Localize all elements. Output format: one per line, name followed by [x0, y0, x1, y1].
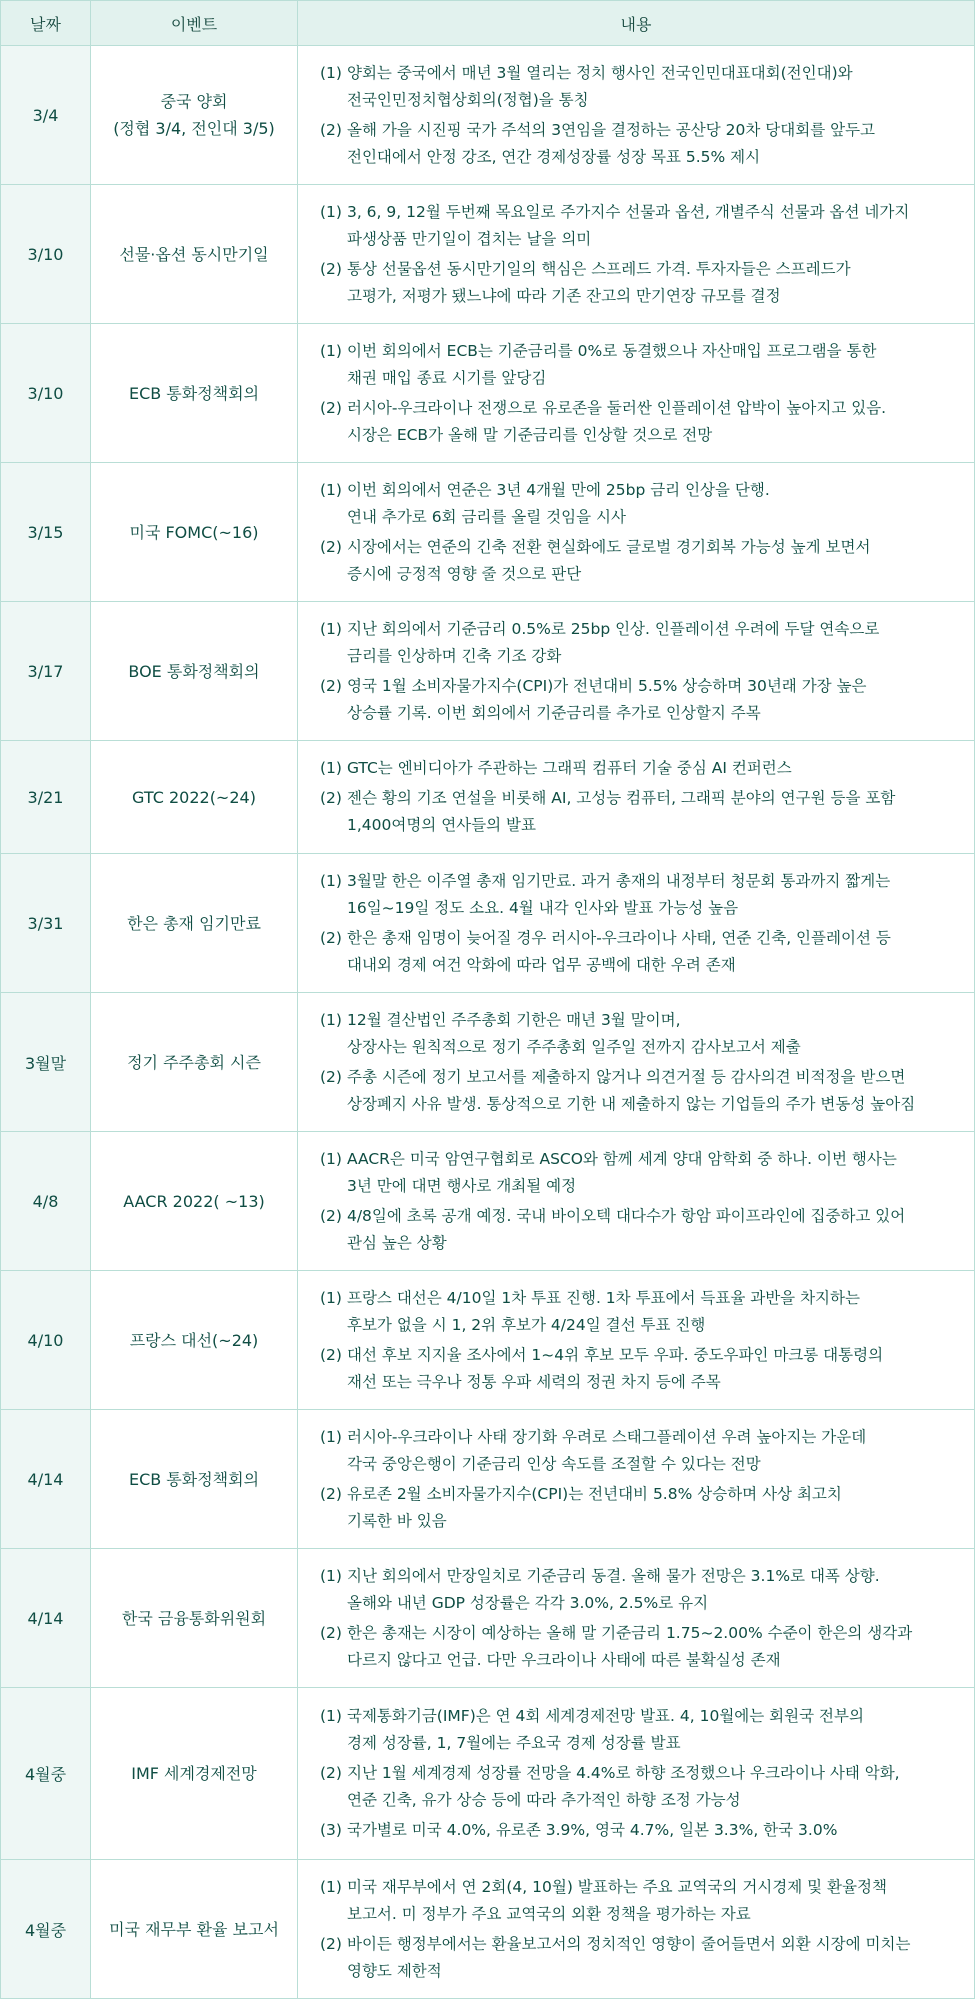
item-number: (1)	[320, 1288, 342, 1307]
item-text: 시장에서는 연준의 긴축 전환 현실화에도 글로벌 경기회복 가능성 높게 보면서 증시에 긍정적 영향 줄 것으로 판단	[346, 537, 871, 583]
item-number: (2)	[320, 1764, 342, 1782]
item-number: (1)	[320, 871, 342, 890]
row-content	[298, 1410, 975, 1549]
row-event: 미국 재무부 환율 보고서	[91, 1860, 298, 1999]
item-text: 러시아-우크라이나 전쟁으로 유로존을 둘러싼 인플레이션 압박이 높아지고 있음. 시장은 ECB가 올해 말 기준금리를 인상할 것으로 전망	[346, 398, 887, 444]
table-row	[1, 854, 975, 993]
item-number: (1)	[320, 619, 342, 638]
item-number: (2)	[320, 1345, 342, 1364]
content-item	[320, 1481, 968, 1535]
table-row	[1, 463, 975, 602]
content-item	[320, 1874, 968, 1928]
content-item	[320, 1007, 968, 1061]
item-text: 프랑스 대선은 4/10일 1차 투표 진행. 1차 투표에서 득표율 과반을 차지하는 후보가 없을 시 1, 2위 후보가 4/24일 결선 투표 진행	[346, 1288, 860, 1334]
row-content	[298, 185, 975, 324]
item-text: 영국 1월 소비자물가지수(CPI)가 전년대비 5.5% 상승하며 30년래 가장 높은 상승률 기록. 이번 회의에서 기준금리를 추가로 인상할지 주목	[346, 676, 867, 722]
item-text: 러시아-우크라이나 사태 장기화 우려로 스태그플레이션 우려 높아지는 가운데 각국 중앙은행이 기준금리 인상 속도를 조절할 수 있다는 전망	[346, 1427, 867, 1473]
content-item	[320, 60, 968, 114]
item-number: (1)	[320, 1877, 342, 1896]
table-row	[1, 1860, 975, 1999]
table-body	[1, 46, 975, 1999]
row-event: BOE 통화정책회의	[91, 602, 298, 741]
row-content	[298, 324, 975, 463]
item-number: (2)	[320, 1067, 342, 1086]
row-date: 3/21	[1, 741, 91, 854]
item-number: (2)	[320, 676, 342, 695]
table-row	[1, 602, 975, 741]
item-number: (1)	[320, 1427, 342, 1446]
item-text: 국제통화기금(IMF)은 연 4회 세계경제전망 발표. 4, 10월에는 회원국 전부의 경제 성장률, 1, 7월에는 주요국 경제 성장률 발표	[346, 1707, 864, 1752]
item-number: (3)	[320, 1821, 342, 1839]
row-content	[298, 1860, 975, 1999]
content-item	[320, 785, 968, 839]
table-row	[1, 1271, 975, 1410]
item-text: 바이든 행정부에서는 환율보고서의 정치적인 영향이 줄어들면서 외환 시장에 미치는 영향도 제한적	[346, 1934, 911, 1980]
row-date: 4월중	[1, 1688, 91, 1860]
item-text: 한은 총재는 시장이 예상하는 올해 말 기준금리 1.75~2.00% 수준이 한은의 생각과 다르지 않다고 언급. 다만 우크라이나 사태에 따른 불확실성 존재	[346, 1623, 913, 1669]
item-number: (2)	[320, 789, 342, 807]
item-number: (2)	[320, 1484, 342, 1503]
row-event: ECB 통화정책회의	[91, 1410, 298, 1549]
item-number: (2)	[320, 259, 342, 278]
content-item	[320, 199, 968, 253]
item-text: 지난 회의에서 기준금리 0.5%로 25bp 인상. 인플레이션 우려에 두달 연속으로 금리를 인상하며 긴축 기조 강화	[346, 619, 880, 665]
item-number: (2)	[320, 1623, 342, 1642]
row-date: 3/10	[1, 185, 91, 324]
row-date: 3/31	[1, 854, 91, 993]
item-number: (2)	[320, 1934, 342, 1953]
content-item	[320, 117, 968, 171]
row-event: 한국 금융통화위원회	[91, 1549, 298, 1688]
row-content	[298, 1132, 975, 1271]
row-date: 4/8	[1, 1132, 91, 1271]
row-date: 3/10	[1, 324, 91, 463]
content-item	[320, 1817, 968, 1844]
item-number: (2)	[320, 1206, 342, 1225]
item-number: (1)	[320, 1566, 342, 1585]
content-item	[320, 1563, 968, 1617]
item-text: 이번 회의에서 연준은 3년 4개월 만에 25bp 금리 인상을 단행. 연내 추가로 6회 금리를 올릴 것임을 시사	[346, 480, 770, 526]
row-date: 3/4	[1, 46, 91, 185]
item-number: (1)	[320, 341, 342, 360]
row-content	[298, 1549, 975, 1688]
row-event: 한은 총재 임기만료	[91, 854, 298, 993]
item-text: 양회는 중국에서 매년 3월 열리는 정치 행사인 전국인민대표대회(전인대)와 전국인민정치협상회의(정협)을 통칭	[346, 63, 853, 109]
content-item	[320, 395, 968, 449]
table-row	[1, 1410, 975, 1549]
content-item	[320, 1620, 968, 1674]
item-text: 국가별로 미국 4.0%, 유로존 3.9%, 영국 4.7%, 일본 3.3%, 한국 3.0%	[346, 1821, 838, 1839]
row-date: 4/14	[1, 1549, 91, 1688]
content-item	[320, 673, 968, 727]
table-row	[1, 324, 975, 463]
item-text: 3월말 한은 이주열 총재 임기만료. 과거 총재의 내정부터 청문회 통과까지 짧게는 16일~19일 정도 소요. 4월 내각 인사와 발표 가능성 높음	[346, 871, 891, 917]
item-number: (1)	[320, 63, 342, 82]
item-text: 지난 1월 세계경제 성장률 전망을 4.4%로 하향 조정했으나 우크라이나 사태 악화, 연준 긴축, 유가 상승 등에 따라 추가적인 하향 조정 가능성	[346, 1764, 900, 1809]
content-item	[320, 534, 968, 588]
row-content	[298, 463, 975, 602]
item-number: (1)	[320, 202, 342, 221]
item-number: (2)	[320, 928, 342, 947]
header-event: 이벤트	[91, 1, 298, 46]
content-item	[320, 1342, 968, 1396]
row-event: 중국 양회 (정협 3/4, 전인대 3/5)	[91, 46, 298, 185]
row-content	[298, 993, 975, 1132]
row-event: GTC 2022(~24)	[91, 741, 298, 854]
item-text: AACR은 미국 암연구협회로 ASCO와 함께 세계 양대 암학회 중 하나. 이번 행사는 3년 만에 대면 행사로 개최될 예정	[346, 1149, 897, 1195]
content-item	[320, 616, 968, 670]
item-number: (1)	[320, 1010, 342, 1029]
row-date: 3/17	[1, 602, 91, 741]
row-content	[298, 1271, 975, 1410]
item-number: (1)	[320, 480, 342, 499]
header-content: 내용	[298, 1, 975, 46]
table-row	[1, 741, 975, 854]
item-number: (1)	[320, 759, 342, 777]
item-text: 이번 회의에서 ECB는 기준금리를 0%로 동결했으나 자산매입 프로그램을 통한 채권 매입 종료 시기를 앞당김	[346, 341, 877, 387]
header-date: 날짜	[1, 1, 91, 46]
item-number: (2)	[320, 398, 342, 417]
content-item	[320, 256, 968, 310]
content-item	[320, 1203, 968, 1257]
content-item	[320, 1703, 968, 1757]
item-text: 주총 시즌에 정기 보고서를 제출하지 않거나 의견거절 등 감사의견 비적정을 받으면 상장폐지 사유 발생. 통상적으로 기한 내 제출하지 않는 기업들의 주가 변동성 높아짐	[346, 1067, 916, 1113]
item-text: 지난 회의에서 만장일치로 기준금리 동결. 올해 물가 전망은 3.1%로 대폭 상향. 올해와 내년 GDP 성장률은 각각 3.0%, 2.5%로 유지	[346, 1566, 880, 1612]
row-event: 선물·옵션 동시만기일	[91, 185, 298, 324]
item-text: 통상 선물옵션 동시만기일의 핵심은 스프레드 가격. 투자자들은 스프레드가 고평가, 저평가 됐느냐에 따라 기존 잔고의 만기연장 규모를 결정	[346, 259, 851, 305]
item-number: (2)	[320, 120, 342, 139]
content-item	[320, 1424, 968, 1478]
content-item	[320, 925, 968, 979]
item-text: 올해 가을 시진핑 국가 주석의 3연임을 결정하는 공산당 20차 당대회를 앞두고 전인대에서 안정 강조, 연간 경제성장률 성장 목표 5.5% 제시	[346, 120, 876, 166]
row-event: ECB 통화정책회의	[91, 324, 298, 463]
item-text: 12월 결산법인 주주총회 기한은 매년 3월 말이며, 상장사는 원칙적으로 정기 주주총회 일주일 전까지 감사보고서 제출	[346, 1010, 801, 1056]
item-text: 3, 6, 9, 12월 두번째 목요일로 주가지수 선물과 옵션, 개별주식 선물과 옵션 네가지 파생상품 만기일이 겹치는 날을 의미	[346, 202, 910, 248]
content-item	[320, 477, 968, 531]
row-date: 3월말	[1, 993, 91, 1132]
content-item	[320, 338, 968, 392]
row-content	[298, 602, 975, 741]
table-row	[1, 1688, 975, 1860]
row-event: IMF 세계경제전망	[91, 1688, 298, 1860]
content-item	[320, 1064, 968, 1118]
table-row	[1, 1549, 975, 1688]
content-item	[320, 1285, 968, 1339]
header-row	[1, 1, 975, 46]
table-row	[1, 185, 975, 324]
item-number: (1)	[320, 1149, 342, 1168]
content-item	[320, 1931, 968, 1985]
row-content	[298, 854, 975, 993]
row-date: 4/10	[1, 1271, 91, 1410]
table-row	[1, 46, 975, 185]
row-date: 3/15	[1, 463, 91, 602]
row-event: 미국 FOMC(~16)	[91, 463, 298, 602]
item-text: GTC는 엔비디아가 주관하는 그래픽 컴퓨터 기술 중심 AI 컨퍼런스	[346, 759, 792, 777]
item-text: 4/8일에 초록 공개 예정. 국내 바이오텍 대다수가 항암 파이프라인에 집중하고 있어 관심 높은 상황	[346, 1206, 906, 1252]
item-text: 젠슨 황의 기조 연설을 비롯해 AI, 고성능 컴퓨터, 그래픽 분야의 연구원 등을 포함 1,400여명의 연사들의 발표	[346, 789, 896, 834]
item-number: (1)	[320, 1707, 342, 1725]
item-text: 대선 후보 지지율 조사에서 1~4위 후보 모두 우파. 중도우파인 마크롱 대통령의 재선 또는 극우나 정통 우파 세력의 정권 차지 등에 주목	[346, 1345, 884, 1391]
row-date: 4월중	[1, 1860, 91, 1999]
content-item	[320, 868, 968, 922]
table-row	[1, 993, 975, 1132]
table-row	[1, 1132, 975, 1271]
item-number: (2)	[320, 537, 342, 556]
row-content	[298, 1688, 975, 1860]
row-event: 프랑스 대선(~24)	[91, 1271, 298, 1410]
row-event: 정기 주주총회 시즌	[91, 993, 298, 1132]
row-date: 4/14	[1, 1410, 91, 1549]
content-item	[320, 1146, 968, 1200]
item-text: 유로존 2월 소비자물가지수(CPI)는 전년대비 5.8% 상승하며 사상 최고치 기록한 바 있음	[346, 1484, 842, 1530]
row-content	[298, 46, 975, 185]
content-item	[320, 755, 968, 782]
item-text: 미국 재무부에서 연 2회(4, 10월) 발표하는 주요 교역국의 거시경제 및 환율정책 보고서. 미 정부가 주요 교역국의 외환 정책을 평가하는 자료	[346, 1877, 887, 1923]
row-content	[298, 741, 975, 854]
content-item	[320, 1760, 968, 1814]
item-text: 한은 총재 임명이 늦어질 경우 러시아-우크라이나 사태, 연준 긴축, 인플레이션 등 대내외 경제 여건 악화에 따라 업무 공백에 대한 우려 존재	[346, 928, 891, 974]
row-event: AACR 2022( ~13)	[91, 1132, 298, 1271]
